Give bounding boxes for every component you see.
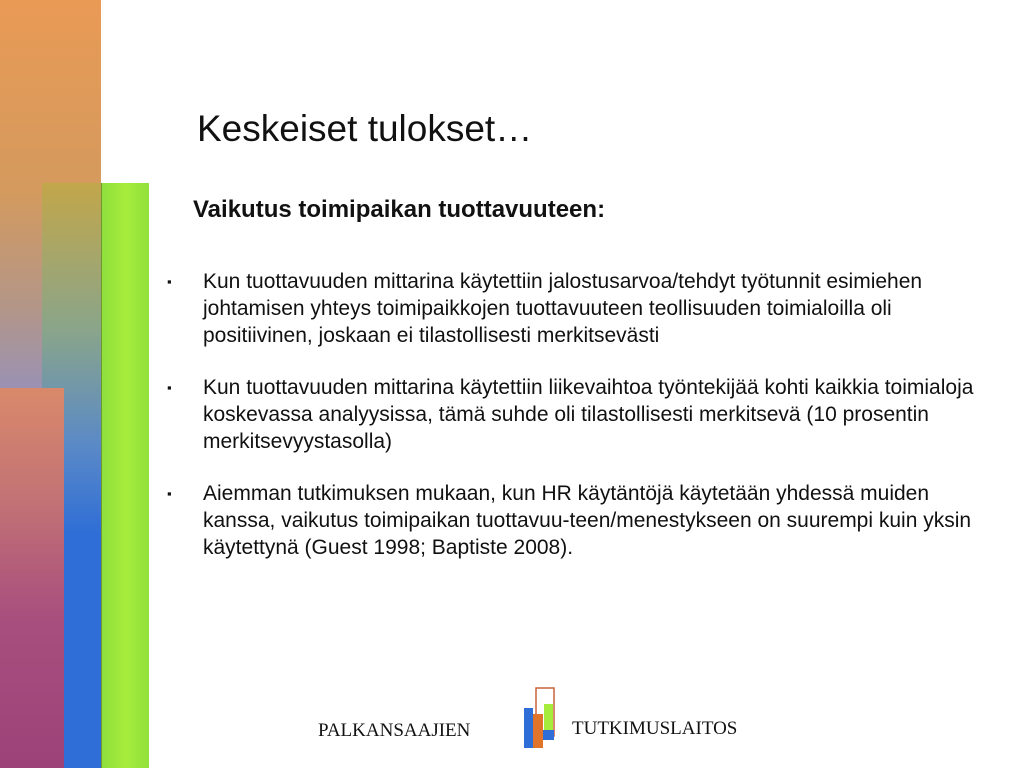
bullet-item bbox=[163, 268, 983, 349]
bullet-item bbox=[163, 480, 983, 561]
bullet-marker-icon: ▪ bbox=[167, 380, 172, 395]
bullet-text: Aiemman tutkimuksen mukaan, kun HR käytäntöjä käytetään yhdessä muiden kanssa, vaikutus toimipaikan tuottavuu-teen/menestykseen on suurempi kuin yksin käytettynä (Guest 1998; Baptiste 2008). bbox=[203, 482, 972, 559]
bullet-list bbox=[163, 268, 983, 586]
bullet-text: Kun tuottavuuden mittarina käytettiin liikevaihtoa työntekijää kohti kaikkia toimialoja koskevassa analyysissa, tämä suhde oli tilastollisesti merkitsevä (10 prosentin merkitsevyystasolla) bbox=[203, 376, 974, 453]
footer-org-name-right: TUTKIMUSLAITOS bbox=[572, 718, 738, 739]
bullet-text: Kun tuottavuuden mittarina käytettiin jalostusarvoa/tehdyt työtunnit esimiehen johtamisen yhteys toimipaikkojen tuottavuuteen teollisuuden toimialoilla oli positiivinen, joskaan ei tilastollisesti merkitsevästi bbox=[203, 270, 923, 347]
decorative-bar-pink bbox=[0, 388, 64, 768]
bullet-marker-icon: ▪ bbox=[167, 486, 172, 501]
bullet-item bbox=[163, 374, 983, 455]
slide-title: Keskeiset tulokset… bbox=[197, 108, 533, 149]
slide-subtitle: Vaikutus toimipaikan tuottavuuteen: bbox=[193, 196, 606, 223]
bullet-marker-icon: ▪ bbox=[167, 274, 172, 289]
decorative-bar-orange-top bbox=[0, 0, 101, 6]
footer-org-name-left: PALKANSAAJIEN bbox=[318, 720, 471, 741]
organization-logo-icon bbox=[520, 686, 560, 756]
decorative-bar-green bbox=[101, 183, 149, 768]
